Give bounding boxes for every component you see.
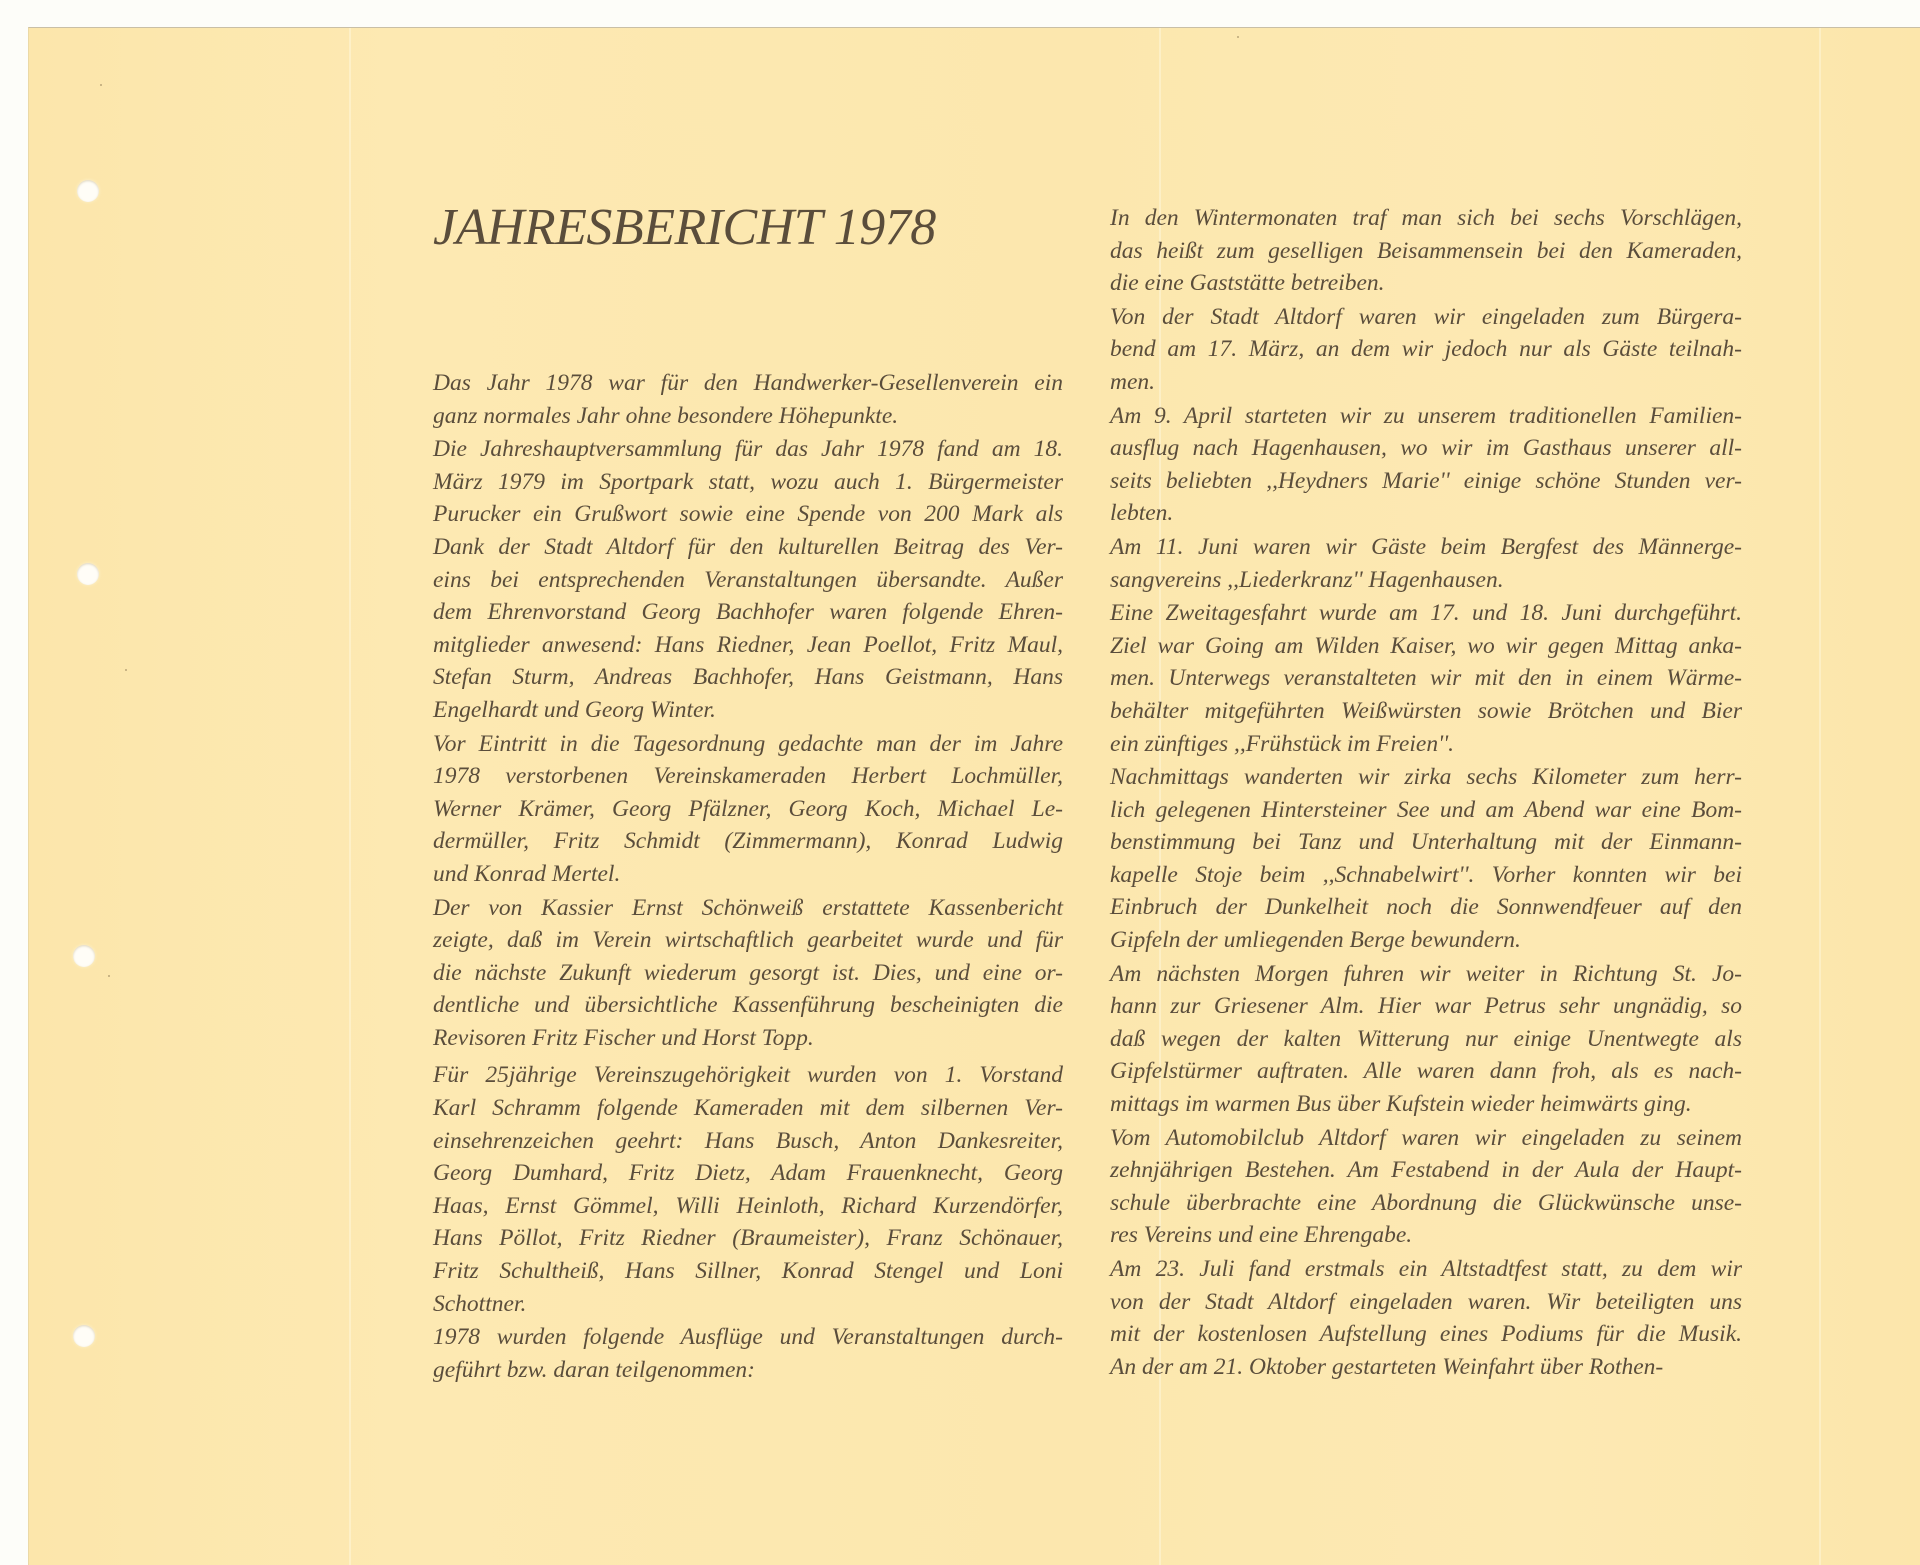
- text-line: Purucker ein Grußwort sowie eine Spende von 200 Mark als: [433, 501, 1063, 528]
- text-line: Am 23. Juli fand erstmals ein Altstadtfest statt, zu dem wir: [1110, 1256, 1742, 1282]
- text-line: Schottner.: [433, 1290, 527, 1317]
- text-line: Fritz Schultheiß, Hans Sillner, Konrad Stengel und Loni: [433, 1258, 1063, 1285]
- text-line: Für 25jährige Vereinszugehörigkeit wurden von 1. Vorstand: [433, 1062, 1063, 1089]
- text-line: schule überbrachte eine Abordnung die Glückwünsche unse-: [1110, 1189, 1742, 1216]
- text-line: seits beliebten ,,Heydners Marie'' einige schöne Stunden ver-: [1110, 467, 1742, 494]
- right-text-column: [1110, 202, 1742, 1384]
- text-line: Nachmittags wanderten wir zirka sechs Kilometer zum herr-: [1110, 764, 1742, 791]
- paragraph: [1110, 301, 1742, 399]
- text-line: lich gelegenen Hintersteiner See und am Abend war eine Bom-: [1110, 796, 1742, 823]
- text-line: März 1979 im Sportpark statt, wozu auch 1. Bürgermeister: [433, 468, 1063, 495]
- paragraph: [433, 1321, 1063, 1386]
- text-line: In den Wintermonaten traf man sich bei sechs Vorschlägen,: [1110, 205, 1742, 231]
- left-text-column: [433, 367, 1063, 1387]
- text-line: geführt bzw. daran teilgenommen:: [433, 1356, 756, 1383]
- paragraph: [433, 728, 1063, 891]
- text-line: ein zünftiges ,,Frühstück im Freien''.: [1110, 730, 1454, 757]
- text-line: Gipfeln der umliegenden Berge bewundern.: [1110, 927, 1521, 954]
- paragraph: [1110, 958, 1742, 1121]
- text-line: men. Unterwegs veranstalteten wir mit den in einem Wärme-: [1110, 665, 1742, 692]
- text-line: behälter mitgeführten Weißwürsten sowie Brötchen und Bier: [1110, 697, 1742, 724]
- text-line: Georg Dumhard, Fritz Dietz, Adam Frauenknecht, Georg: [433, 1160, 1063, 1187]
- text-line: Der von Kassier Ernst Schönweiß erstattete Kassenbericht: [433, 894, 1063, 921]
- text-line: res Vereins und eine Ehrengabe.: [1110, 1222, 1413, 1249]
- text-line: Eine Zweitagesfahrt wurde am 17. und 18. Juni durchgeführt.: [1110, 600, 1742, 627]
- text-line: die eine Gaststätte betreiben.: [1110, 270, 1385, 297]
- text-line: Vor Eintritt in die Tagesordnung gedachte man der im Jahre: [433, 730, 1063, 757]
- text-line: Am 11. Juni waren wir Gäste beim Bergfest des Männerge-: [1110, 533, 1742, 560]
- text-line: Engelhardt und Georg Winter.: [433, 696, 716, 723]
- text-line: daß wegen der kalten Witterung nur einige Unentwegte als: [1110, 1025, 1742, 1052]
- paper-speck: [1237, 36, 1239, 38]
- text-line: An der am 21. Oktober gestarteten Weinfahrt über Rothen-: [1110, 1353, 1664, 1380]
- paragraph: [433, 1059, 1063, 1320]
- text-line: benstimmung bei Tanz und Unterhaltung mit der Einmann-: [1110, 829, 1742, 856]
- text-line: men.: [1110, 368, 1156, 395]
- text-line: Das Jahr 1978 war für den Handwerker-Gesellenverein ein: [433, 370, 1063, 396]
- text-line: Stefan Sturm, Andreas Bachhofer, Hans Geistmann, Hans: [433, 664, 1063, 691]
- text-line: 1978 wurden folgende Ausflüge und Veranstaltungen durch-: [433, 1324, 1063, 1351]
- paragraph: [433, 892, 1063, 1055]
- text-line: Am nächsten Morgen fuhren wir weiter in Richtung St. Jo-: [1110, 960, 1742, 987]
- text-line: Werner Krämer, Georg Pfälzner, Georg Koch, Michael Le-: [433, 795, 1063, 822]
- text-line: Revisoren Fritz Fischer und Horst Topp.: [433, 1024, 814, 1051]
- text-line: lebten.: [1110, 500, 1174, 527]
- paragraph: [1110, 761, 1742, 957]
- text-line: Einbruch der Dunkelheit noch die Sonnwendfeuer auf den: [1110, 894, 1742, 921]
- paper-speck: [108, 975, 110, 977]
- text-line: mit der kostenlosen Aufstellung eines Podiums für die Musik.: [1110, 1321, 1742, 1348]
- paper-fold-line: [1819, 28, 1821, 1565]
- text-line: hann zur Griesener Alm. Hier war Petrus sehr ungnädig, so: [1110, 993, 1742, 1020]
- paragraph: [1110, 597, 1742, 760]
- text-line: die nächste Zukunft wiederum gesorgt ist. Dies, und eine or-: [433, 959, 1063, 986]
- document-title: JAHRESBERICHT 1978: [433, 199, 936, 256]
- text-line: dentliche und übersichtliche Kassenführung bescheinigten die: [433, 992, 1063, 1019]
- text-line: Gipfelstürmer auftraten. Alle waren dann froh, als es nach-: [1110, 1058, 1742, 1085]
- text-line: sangvereins ,,Liederkranz'' Hagenhausen.: [1110, 566, 1504, 593]
- text-line: einsehrenzeichen geehrt: Hans Busch, Anton Dankesreiter,: [433, 1127, 1063, 1154]
- punch-hole: [77, 180, 99, 202]
- text-line: Dank der Stadt Altdorf für den kulturellen Beitrag des Ver-: [433, 533, 1063, 560]
- text-line: ganz normales Jahr ohne besondere Höhepunkte.: [433, 402, 899, 429]
- text-line: bend am 17. März, an dem wir jedoch nur als Gäste teilnah-: [1110, 336, 1742, 363]
- text-line: und Konrad Mertel.: [433, 860, 621, 887]
- paragraph: [1110, 202, 1742, 300]
- punch-hole: [77, 563, 99, 585]
- text-line: zehnjährigen Bestehen. Am Festabend in der Aula der Haupt-: [1110, 1157, 1742, 1184]
- text-line: eins bei entsprechenden Veranstaltungen übersandte. Außer: [433, 566, 1063, 593]
- text-line: Hans Pöllot, Fritz Riedner (Braumeister), Franz Schönauer,: [433, 1225, 1063, 1252]
- text-line: das heißt zum geselligen Beisammensein bei den Kameraden,: [1110, 237, 1742, 264]
- text-line: dermüller, Fritz Schmidt (Zimmermann), Konrad Ludwig: [433, 828, 1063, 855]
- paragraph: [433, 367, 1063, 432]
- text-line: Die Jahreshauptversammlung für das Jahr 1978 fand am 18.: [433, 436, 1063, 463]
- paper-speck: [100, 84, 102, 86]
- paper-fold-line: [349, 28, 351, 1565]
- paper-speck: [125, 669, 127, 671]
- paragraph: [1110, 1122, 1742, 1252]
- text-line: von der Stadt Altdorf eingeladen waren. Wir beteiligten uns: [1110, 1288, 1742, 1315]
- text-line: mitglieder anwesend: Hans Riedner, Jean Poellot, Fritz Maul,: [433, 631, 1063, 658]
- punch-hole: [73, 1325, 95, 1347]
- text-line: Von der Stadt Altdorf waren wir eingeladen zum Bürgera-: [1110, 303, 1742, 330]
- text-line: ausflug nach Hagenhausen, wo wir im Gasthaus unserer all-: [1110, 435, 1742, 462]
- text-line: Karl Schramm folgende Kameraden mit dem silbernen Ver-: [433, 1095, 1063, 1122]
- text-line: dem Ehrenvorstand Georg Bachhofer waren folgende Ehren-: [433, 599, 1063, 626]
- paragraph: [1110, 1253, 1742, 1383]
- paragraph: [1110, 400, 1742, 530]
- text-line: Ziel war Going am Wilden Kaiser, wo wir gegen Mittag anka-: [1110, 632, 1742, 659]
- text-line: 1978 verstorbenen Vereinskameraden Herbert Lochmüller,: [433, 763, 1063, 790]
- text-line: zeigte, daß im Verein wirtschaftlich gearbeitet wurde und für: [433, 927, 1063, 954]
- text-line: Haas, Ernst Gömmel, Willi Heinloth, Richard Kurzendörfer,: [433, 1192, 1063, 1219]
- text-line: Am 9. April starteten wir zu unserem traditionellen Familien-: [1110, 402, 1742, 429]
- text-line: Vom Automobilclub Altdorf waren wir eingeladen zu seinem: [1110, 1124, 1742, 1151]
- punch-hole: [73, 945, 95, 967]
- paragraph: [1110, 531, 1742, 596]
- text-line: kapelle Stoje beim ,,Schnabelwirt''. Vorher konnten wir bei: [1110, 861, 1742, 888]
- paragraph: [433, 433, 1063, 726]
- text-line: mittags im warmen Bus über Kufstein wieder heimwärts ging.: [1110, 1091, 1692, 1118]
